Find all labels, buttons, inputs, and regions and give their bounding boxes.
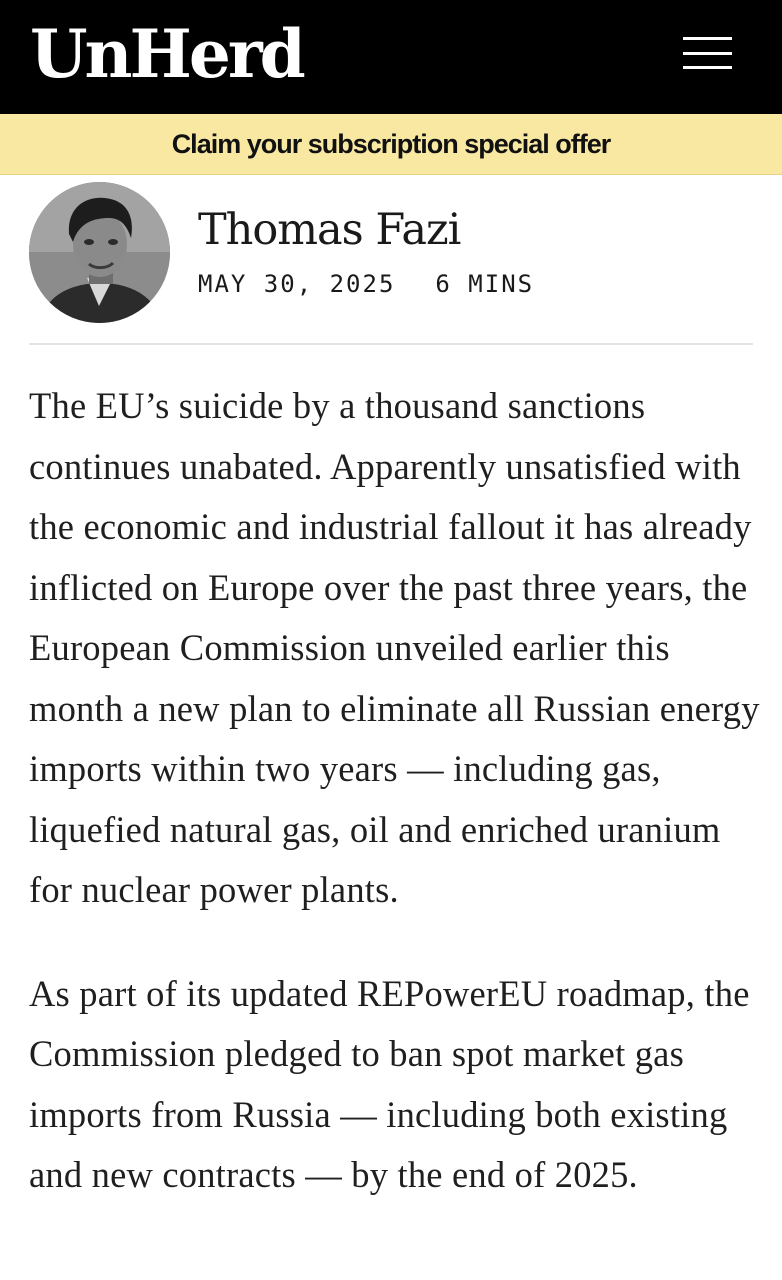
article-paragraph: As part of its updated REPowerEU roadmap, the Commission pledged to ban spot market gas imports from Russia — including both existing and new contracts — by the end of 2025. — [29, 972, 750, 1195]
menu-line — [683, 37, 732, 40]
author-avatar[interactable] — [29, 182, 170, 323]
read-time: 6 MINS — [435, 270, 535, 298]
hamburger-menu-icon[interactable] — [672, 28, 742, 78]
menu-line — [683, 52, 732, 55]
publish-date: MAY 30, 2025 — [198, 270, 396, 298]
menu-line — [683, 66, 732, 69]
author-name[interactable]: Thomas Fazi — [198, 205, 461, 255]
article-meta — [198, 264, 534, 304]
author-photo — [29, 182, 170, 323]
subscription-offer-banner[interactable]: Claim your subscription special offer — [0, 114, 782, 175]
divider — [29, 343, 753, 345]
article-body — [29, 376, 769, 1249]
site-header — [0, 0, 782, 114]
article-paragraph: The EU’s suicide by a thousand sanctions continues unabated. Apparently unsatisfied with the economic and industrial fallout it has already inflicted on Europe over the past three years, the European Commission unveiled earlier this month a new plan to eliminate all Russian energy imports within two years — including gas, liquefied natural gas, oil and enriched uranium for nuclear power plants. — [29, 385, 760, 910]
site-logo[interactable]: UnHerd — [30, 15, 303, 93]
